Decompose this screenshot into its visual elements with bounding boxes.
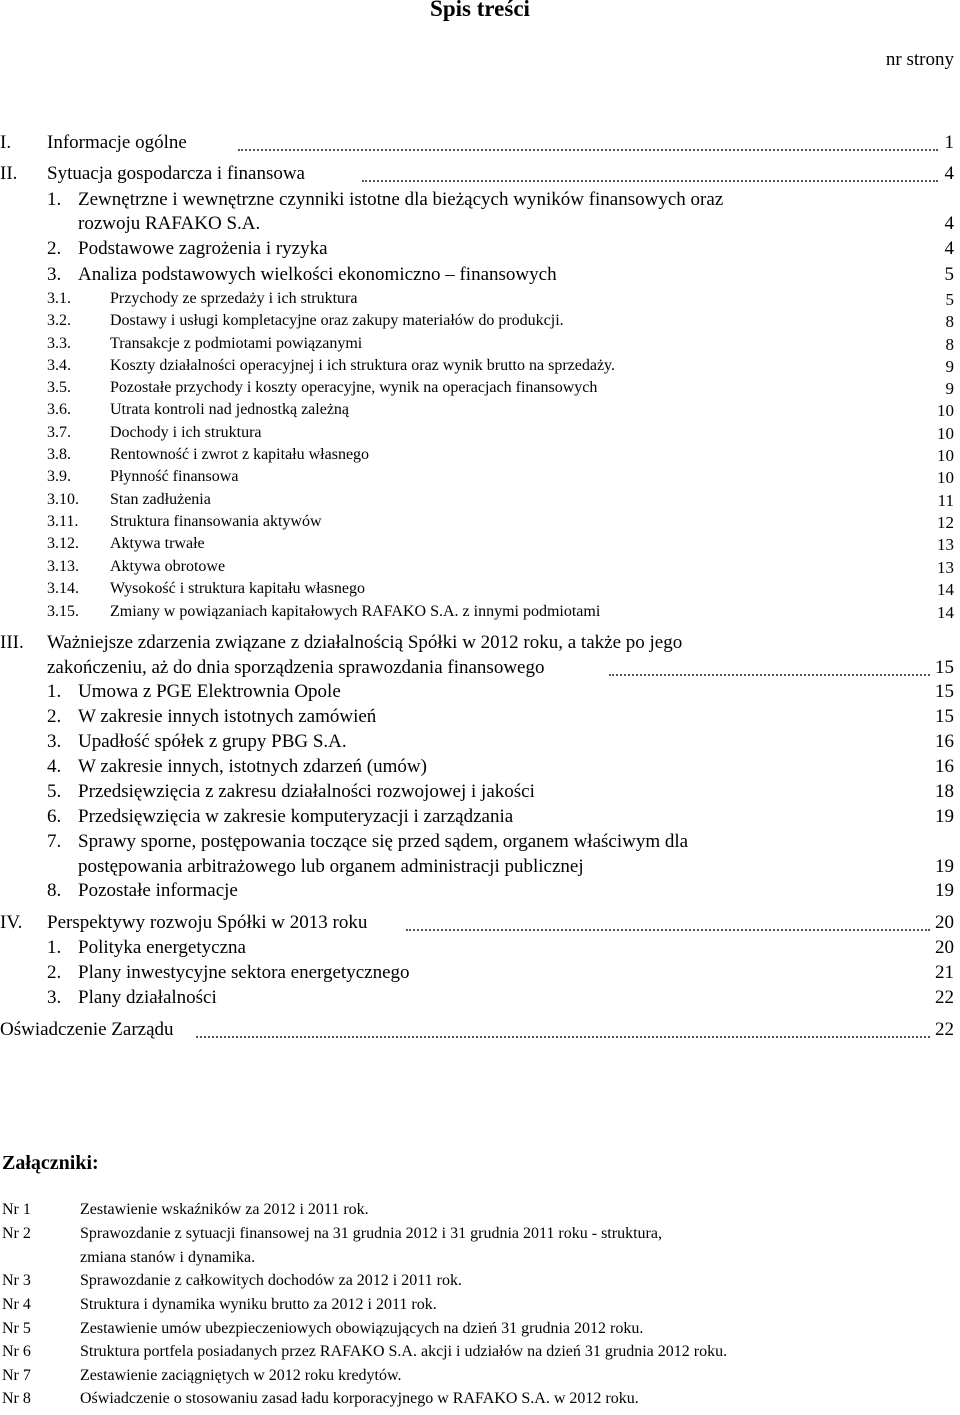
toc-number: 3.3. <box>47 335 71 352</box>
toc-page: 16 <box>935 731 954 752</box>
toc-number: 4. <box>47 756 62 777</box>
toc-title-line-2: postępowania arbitrażowego lub organem administracji publicznej <box>78 856 584 877</box>
toc-entry-statement[interactable] <box>0 1019 960 1043</box>
toc-title: Oświadczenie Zarządu <box>0 1019 174 1040</box>
toc-number: 3. <box>47 731 62 752</box>
toc-page: 19 <box>935 806 954 827</box>
toc-title-line-2: zakończeniu, aż do dnia sporządzenia sprawozdania finansowego <box>47 657 545 678</box>
toc-number: 5. <box>47 781 62 802</box>
toc-title: Koszty działalności operacyjnej i ich struktura oraz wynik brutto na sprzedaży. <box>110 357 616 374</box>
toc-entry-section-1[interactable] <box>0 132 960 156</box>
leader-dots <box>238 149 938 151</box>
toc-title: Plany działalności <box>78 987 217 1008</box>
toc-number: 2. <box>47 238 62 259</box>
toc-entry-3-15[interactable] <box>0 603 960 627</box>
toc-number: I. <box>0 132 12 153</box>
toc-number: 8. <box>47 880 62 901</box>
toc-page: 5 <box>944 264 954 285</box>
attachment-number: Nr 2 <box>2 1225 31 1242</box>
toc-entry-iii-7[interactable] <box>0 831 960 883</box>
toc-number: 3.12. <box>47 535 79 552</box>
attachment-title: Sprawozdanie z całkowitych dochodów za 2012 i 2011 rok. <box>80 1272 462 1289</box>
toc-title: Wysokość i struktura kapitału własnego <box>110 580 365 597</box>
toc-page: 12 <box>937 513 954 532</box>
toc-number: 3. <box>47 987 62 1008</box>
toc-number: 2. <box>47 706 62 727</box>
toc-entry-3-13[interactable] <box>0 558 960 582</box>
toc-entry-3-10[interactable] <box>0 491 960 515</box>
toc-number: 6. <box>47 806 62 827</box>
toc-number: IV. <box>0 912 23 933</box>
toc-entry-3-6[interactable] <box>0 401 960 425</box>
toc-number: 7. <box>47 831 62 852</box>
toc-title: W zakresie innych istotnych zamówień <box>78 706 377 727</box>
toc-page: 15 <box>935 681 954 702</box>
attachment-number: Nr 8 <box>2 1390 31 1407</box>
attachment-number: Nr 1 <box>2 1201 31 1218</box>
toc-number: 3.9. <box>47 468 71 485</box>
toc-entry-3-2[interactable] <box>0 312 960 336</box>
toc-title: Przedsięwzięcia w zakresie komputeryzacji i zarządzania <box>78 806 514 827</box>
toc-number: 3. <box>47 264 62 285</box>
toc-title-line-1: Ważniejsze zdarzenia związane z działalnością Spółki w 2012 roku, a także po jego <box>47 632 683 653</box>
toc-entry-section-4[interactable] <box>0 912 960 936</box>
attachment-title: Sprawozdanie z sytuacji finansowej na 31 grudnia 2012 i 31 grudnia 2011 roku - struktura, <box>80 1225 662 1242</box>
toc-number: 3.2. <box>47 312 71 329</box>
toc-title: Informacje ogólne <box>47 132 187 153</box>
toc-page: 10 <box>937 401 954 420</box>
toc-number: 1. <box>47 681 62 702</box>
toc-entry-3-8[interactable] <box>0 446 960 470</box>
attachment-number: Nr 6 <box>2 1343 31 1360</box>
toc-page: 16 <box>935 756 954 777</box>
toc-entry-2-1[interactable] <box>0 189 960 241</box>
attachments-heading: Załączniki: <box>2 1152 99 1174</box>
toc-title: Aktywa obrotowe <box>110 558 226 575</box>
toc-page: 22 <box>935 1019 954 1040</box>
toc-title-line-1: Zewnętrzne i wewnętrzne czynniki istotne dla bieżących wyników finansowych oraz <box>78 189 724 210</box>
toc-number: 3.4. <box>47 357 71 374</box>
toc-page: 8 <box>945 312 954 331</box>
toc-page: 9 <box>945 357 954 376</box>
attachment-number: Nr 4 <box>2 1296 31 1313</box>
toc-title: Pozostałe przychody i koszty operacyjne, wynik na operacjach finansowych <box>110 379 598 396</box>
toc-title: Analiza podstawowych wielkości ekonomiczno – finansowych <box>78 264 557 285</box>
toc-title-line-2: rozwoju RAFAKO S.A. <box>78 213 261 234</box>
toc-title: Dostawy i usługi kompletacyjne oraz zakupy materiałów do produkcji. <box>110 312 564 329</box>
toc-title: Stan zadłużenia <box>110 491 211 508</box>
toc-title-line-1: Sprawy sporne, postępowania toczące się przed sądem, organem właściwym dla <box>78 831 689 852</box>
toc-number: 3.6. <box>47 401 71 418</box>
toc-title: Przychody ze sprzedaży i ich struktura <box>110 290 358 307</box>
document-title: Spis treści <box>430 0 530 21</box>
toc-entry-3-11[interactable] <box>0 513 960 537</box>
toc-number: 3.7. <box>47 424 71 441</box>
toc-number: 3.1. <box>47 290 71 307</box>
toc-entry-3-4[interactable] <box>0 357 960 381</box>
toc-number: 3.10. <box>47 491 79 508</box>
attachment-title: Oświadczenie o stosowaniu zasad ładu korporacyjnego w RAFAKO S.A. w 2012 roku. <box>80 1390 639 1407</box>
attachment-title: Zestawienie umów ubezpieczeniowych obowiązujących na dzień 31 grudnia 2012 roku. <box>80 1320 644 1337</box>
attachment-title: Struktura portfela posiadanych przez RAFAKO S.A. akcji i udziałów na dzień 31 grudnia 2012 roku. <box>80 1343 728 1360</box>
toc-title: Podstawowe zagrożenia i ryzyka <box>78 238 328 259</box>
toc-page: 9 <box>945 379 954 398</box>
attachment-title-line-2: zmiana stanów i dynamika. <box>80 1249 256 1266</box>
attachment-number: Nr 5 <box>2 1320 31 1337</box>
toc-entry-section-3[interactable] <box>0 632 960 684</box>
toc-entry-iv-1[interactable] <box>0 937 960 961</box>
toc-number: 3.15. <box>47 603 79 620</box>
toc-number: 1. <box>47 189 62 210</box>
toc-page: 10 <box>937 424 954 443</box>
toc-title: W zakresie innych, istotnych zdarzeń (umów) <box>78 756 427 777</box>
attachment-number: Nr 7 <box>2 1367 31 1384</box>
attachment-title: Zestawienie zaciągniętych w 2012 roku kredytów. <box>80 1367 402 1384</box>
toc-title: Rentowność i zwrot z kapitału własnego <box>110 446 370 463</box>
toc-page: 22 <box>935 987 954 1008</box>
toc-page: 18 <box>935 781 954 802</box>
toc-number: 3.8. <box>47 446 71 463</box>
toc-page: 4 <box>944 163 954 184</box>
toc-title: Polityka energetyczna <box>78 937 246 958</box>
leader-dots <box>196 1036 930 1038</box>
page-number-header: nr strony <box>885 49 954 70</box>
toc-entry-2-3[interactable] <box>0 264 960 288</box>
toc-page: 15 <box>935 706 954 727</box>
toc-number: 3.14. <box>47 580 79 597</box>
toc-page: 19 <box>935 856 954 877</box>
leader-dots <box>609 674 930 676</box>
attachment-number: Nr 3 <box>2 1272 31 1289</box>
toc-title: Dochody i ich struktura <box>110 424 262 441</box>
toc-entry-iv-3[interactable] <box>0 987 960 1011</box>
toc-page: 13 <box>937 535 954 554</box>
toc-number: 2. <box>47 962 62 983</box>
toc-title: Perspektywy rozwoju Spółki w 2013 roku <box>47 912 368 933</box>
toc-page: 14 <box>937 603 954 622</box>
toc-number: II. <box>0 163 18 184</box>
toc-entry-iii-8[interactable] <box>0 880 960 904</box>
toc-title: Plany inwestycyjne sektora energetycznego <box>78 962 410 983</box>
toc-entry-iii-1[interactable] <box>0 681 960 705</box>
toc-entry-3-14[interactable] <box>0 580 960 604</box>
toc-page: 1 <box>944 132 954 153</box>
toc-entry-iii-2[interactable] <box>0 706 960 730</box>
toc-entry-3-12[interactable] <box>0 535 960 559</box>
toc-title: Zmiany w powiązaniach kapitałowych RAFAKO S.A. z innymi podmiotami <box>110 603 601 620</box>
toc-title: Transakcje z podmiotami powiązanymi <box>110 335 363 352</box>
toc-title: Przedsięwzięcia z zakresu działalności rozwojowej i jakości <box>78 781 535 802</box>
attachment-title: Struktura i dynamika wyniku brutto za 2012 i 2011 rok. <box>80 1296 437 1313</box>
toc-page: 20 <box>935 912 954 933</box>
toc-entry-iv-2[interactable] <box>0 962 960 986</box>
toc-number: 3.13. <box>47 558 79 575</box>
toc-number: III. <box>0 632 24 653</box>
toc-page: 20 <box>935 937 954 958</box>
toc-entry-section-2[interactable] <box>0 163 960 187</box>
toc-title: Utrata kontroli nad jednostką zależną <box>110 401 350 418</box>
toc-page: 14 <box>937 580 954 599</box>
toc-page: 15 <box>935 657 954 678</box>
toc-page: 10 <box>937 468 954 487</box>
toc-page: 4 <box>944 238 954 259</box>
toc-title: Struktura finansowania aktywów <box>110 513 322 530</box>
toc-page: 10 <box>937 446 954 465</box>
toc-page: 8 <box>945 335 954 354</box>
leader-dots <box>406 929 930 931</box>
toc-page: 4 <box>944 213 954 234</box>
toc-entry-3-3[interactable] <box>0 335 960 359</box>
toc-title: Pozostałe informacje <box>78 880 238 901</box>
toc-title: Sytuacja gospodarcza i finansowa <box>47 163 305 184</box>
toc-page: 21 <box>935 962 954 983</box>
toc-title: Upadłość spółek z grupy PBG S.A. <box>78 731 347 752</box>
attachment-title: Zestawienie wskaźników za 2012 i 2011 rok. <box>80 1201 369 1218</box>
toc-page: 5 <box>945 290 954 309</box>
toc-page: 13 <box>937 558 954 577</box>
toc-entry-iii-5[interactable] <box>0 781 960 805</box>
toc-title: Aktywa trwałe <box>110 535 205 552</box>
toc-entry-2-2[interactable] <box>0 238 960 262</box>
toc-entry-3-7[interactable] <box>0 424 960 448</box>
toc-page: 11 <box>937 491 954 510</box>
toc-title: Umowa z PGE Elektrownia Opole <box>78 681 341 702</box>
toc-entry-3-5[interactable] <box>0 379 960 403</box>
toc-entry-iii-4[interactable] <box>0 756 960 780</box>
toc-page: 19 <box>935 880 954 901</box>
toc-entry-iii-6[interactable] <box>0 806 960 830</box>
toc-number: 3.5. <box>47 379 71 396</box>
toc-number: 3.11. <box>47 513 79 530</box>
toc-number: 1. <box>47 937 62 958</box>
toc-title: Płynność finansowa <box>110 468 239 485</box>
toc-entry-iii-3[interactable] <box>0 731 960 755</box>
toc-entry-3-1[interactable] <box>0 290 960 314</box>
leader-dots <box>362 180 938 182</box>
toc-entry-3-9[interactable] <box>0 468 960 492</box>
